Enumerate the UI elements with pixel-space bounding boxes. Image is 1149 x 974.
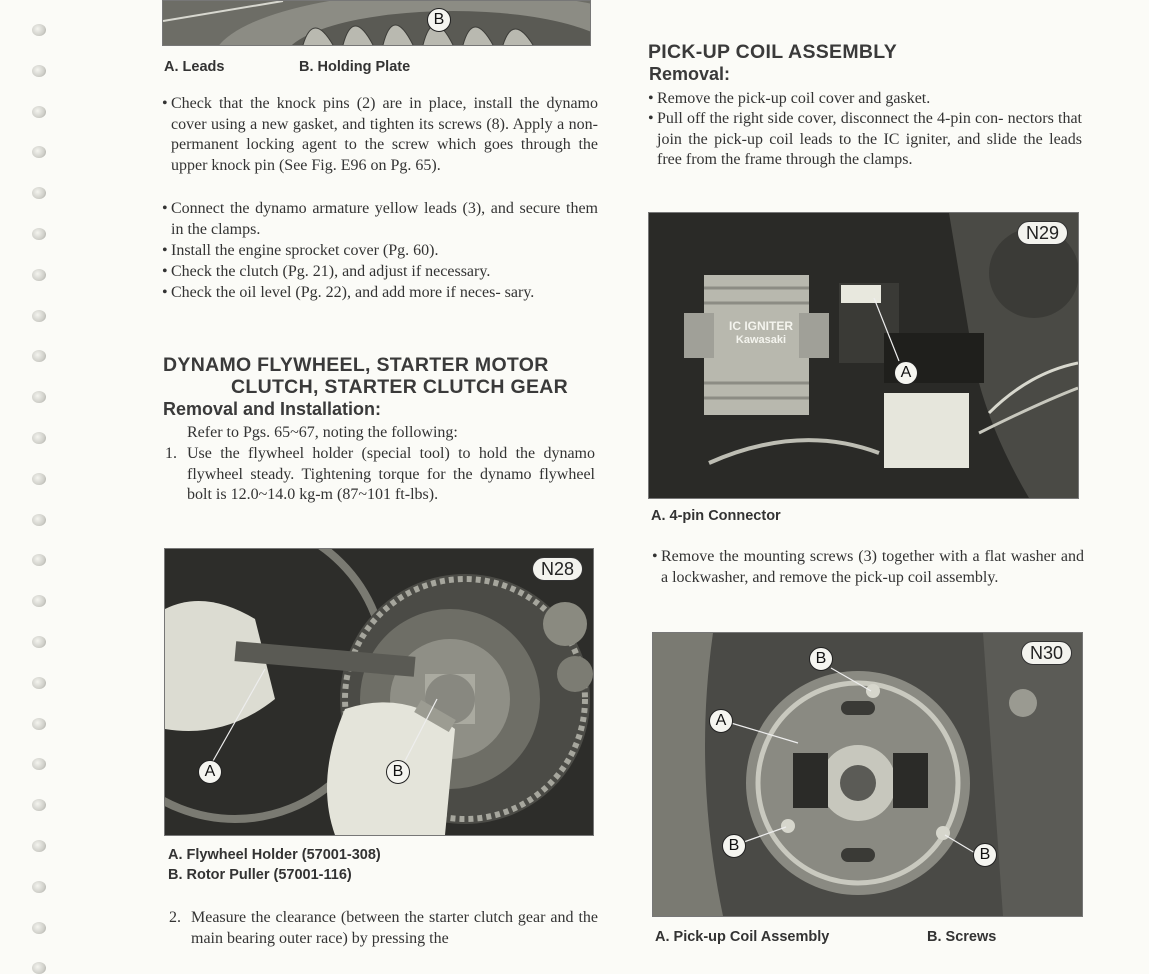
pickup-coil-illustration	[653, 633, 1082, 916]
bullet-text: Pull off the right side cover, disconnect the 4-pin con- nectors that join the pick-up coil leads to the IC igniter, and slide the leads free from the frame through the clamps.	[657, 110, 1082, 169]
binding-spine	[0, 0, 60, 961]
device-brand: Kawasaki	[735, 334, 787, 346]
binding-hole	[32, 881, 46, 893]
bullet-text: Check that the knock pins (2) are in place, install the dynamo cover using a new gasket, and tighten its screws (8). Apply a non-permanent locking agent to the screw which goes through the upper knock pin (See Fig. E96 on Pg. 65).	[171, 95, 598, 175]
numbered-step-2	[169, 908, 598, 949]
bullet-text: Connect the dynamo armature yellow leads (3), and secure them in the clamps.	[171, 200, 598, 238]
step-number: 1.	[165, 445, 177, 462]
bullet-text: Install the engine sprocket cover (Pg. 60).	[171, 242, 439, 259]
bullet-item	[162, 262, 598, 283]
figure-n28-photo	[164, 548, 594, 836]
binding-hole	[32, 840, 46, 852]
step-number: 2.	[169, 909, 181, 926]
binding-hole	[32, 24, 46, 36]
figure-caption-rotor-puller: B. Rotor Puller (57001-116)	[168, 867, 352, 883]
callout-a: A	[198, 760, 222, 784]
bullet-dot-icon: •	[162, 200, 168, 217]
binding-hole	[32, 432, 46, 444]
section-title-pickup-coil: PICK-UP COIL ASSEMBLY	[648, 41, 898, 63]
bullet-item	[162, 283, 598, 304]
bullet-item	[648, 109, 1082, 171]
figure-caption-pickup-coil-assembly: A. Pick-up Coil Assembly	[655, 929, 830, 945]
section-title-dynamo-line2: CLUTCH, STARTER CLUTCH GEAR	[231, 376, 569, 398]
binding-hole	[32, 228, 46, 240]
binding-hole	[32, 922, 46, 934]
callout-b: B	[427, 8, 451, 32]
figure-caption-holding-plate: B. Holding Plate	[299, 59, 411, 75]
binding-hole	[32, 310, 46, 322]
numbered-step-1	[165, 444, 595, 506]
figure-number-badge: N29	[1017, 221, 1068, 245]
binding-hole	[32, 65, 46, 77]
bullet-dot-icon: •	[162, 242, 168, 259]
binding-hole	[32, 718, 46, 730]
figure-caption-leads: A. Leads	[164, 59, 225, 75]
callout-b: B	[386, 760, 410, 784]
bullet-item	[162, 241, 598, 262]
section-intro: Refer to Pgs. 65~67, noting the following:	[187, 424, 458, 441]
binding-hole	[32, 636, 46, 648]
binding-hole	[32, 473, 46, 485]
figure-caption-flywheel-holder: A. Flywheel Holder (57001-308)	[168, 847, 381, 863]
step-text: Use the flywheel holder (special tool) to hold the dynamo flywheel steady. Tightening torque for the dynamo flywheel bolt is 12.0~14.0 kg-m (87~101 ft-lbs).	[187, 445, 595, 504]
binding-hole	[32, 350, 46, 362]
callout-a: A	[709, 709, 733, 733]
holding-plate-illustration	[163, 1, 590, 45]
binding-hole	[32, 962, 46, 974]
step-text: Measure the clearance (between the starter clutch gear and the main bearing outer race) by pressing the	[191, 909, 598, 947]
section-subtitle-removal: Removal:	[649, 64, 731, 84]
flywheel-holder-illustration	[165, 549, 593, 835]
ic-igniter-illustration	[649, 213, 1078, 498]
binding-hole	[32, 391, 46, 403]
callout-b: B	[973, 843, 997, 867]
bullet-dot-icon: •	[162, 263, 168, 280]
callout-a: A	[894, 361, 918, 385]
bullet-dot-icon: •	[652, 548, 658, 565]
binding-hole	[32, 146, 46, 158]
figure-n29-photo	[648, 212, 1079, 499]
bullet-text: Remove the mounting screws (3) together with a flat washer and a lockwasher, and remove the pick-up coil assembly.	[661, 548, 1084, 586]
section-title-dynamo-line1: DYNAMO FLYWHEEL, STARTER MOTOR	[163, 354, 549, 376]
bullet-dot-icon: •	[648, 110, 654, 127]
bullet-item	[648, 89, 1082, 110]
binding-hole	[32, 677, 46, 689]
device-name: IC IGNITER	[728, 319, 793, 333]
callout-b: B	[722, 834, 746, 858]
ic-igniter-label	[725, 319, 797, 347]
section-subtitle-removal-installation: Removal and Installation:	[163, 399, 382, 419]
binding-hole	[32, 595, 46, 607]
bullet-dot-icon: •	[648, 90, 654, 107]
binding-hole	[32, 799, 46, 811]
bullet-text: Remove the pick-up coil cover and gasket.	[657, 90, 931, 107]
binding-hole	[32, 269, 46, 281]
bullet-item	[162, 94, 598, 177]
bullet-dot-icon: •	[162, 284, 168, 301]
binding-hole	[32, 187, 46, 199]
figure-n30-photo	[652, 632, 1083, 917]
figure-number-badge: N30	[1021, 641, 1072, 665]
bullet-text: Check the clutch (Pg. 21), and adjust if necessary.	[171, 263, 491, 280]
binding-hole	[32, 554, 46, 566]
figure-number-badge: N28	[532, 557, 583, 581]
figure-caption-screws: B. Screws	[927, 929, 997, 945]
figure-holding-plate-photo	[162, 0, 591, 46]
bullet-text: Check the oil level (Pg. 22), and add more if neces- sary.	[171, 284, 535, 301]
binding-hole	[32, 758, 46, 770]
figure-caption-4pin-connector: A. 4-pin Connector	[651, 508, 781, 524]
callout-b: B	[809, 647, 833, 671]
binding-hole	[32, 106, 46, 118]
bullet-dot-icon: •	[162, 95, 168, 112]
bullet-item	[162, 199, 598, 240]
bullet-item	[652, 547, 1084, 588]
binding-hole	[32, 514, 46, 526]
